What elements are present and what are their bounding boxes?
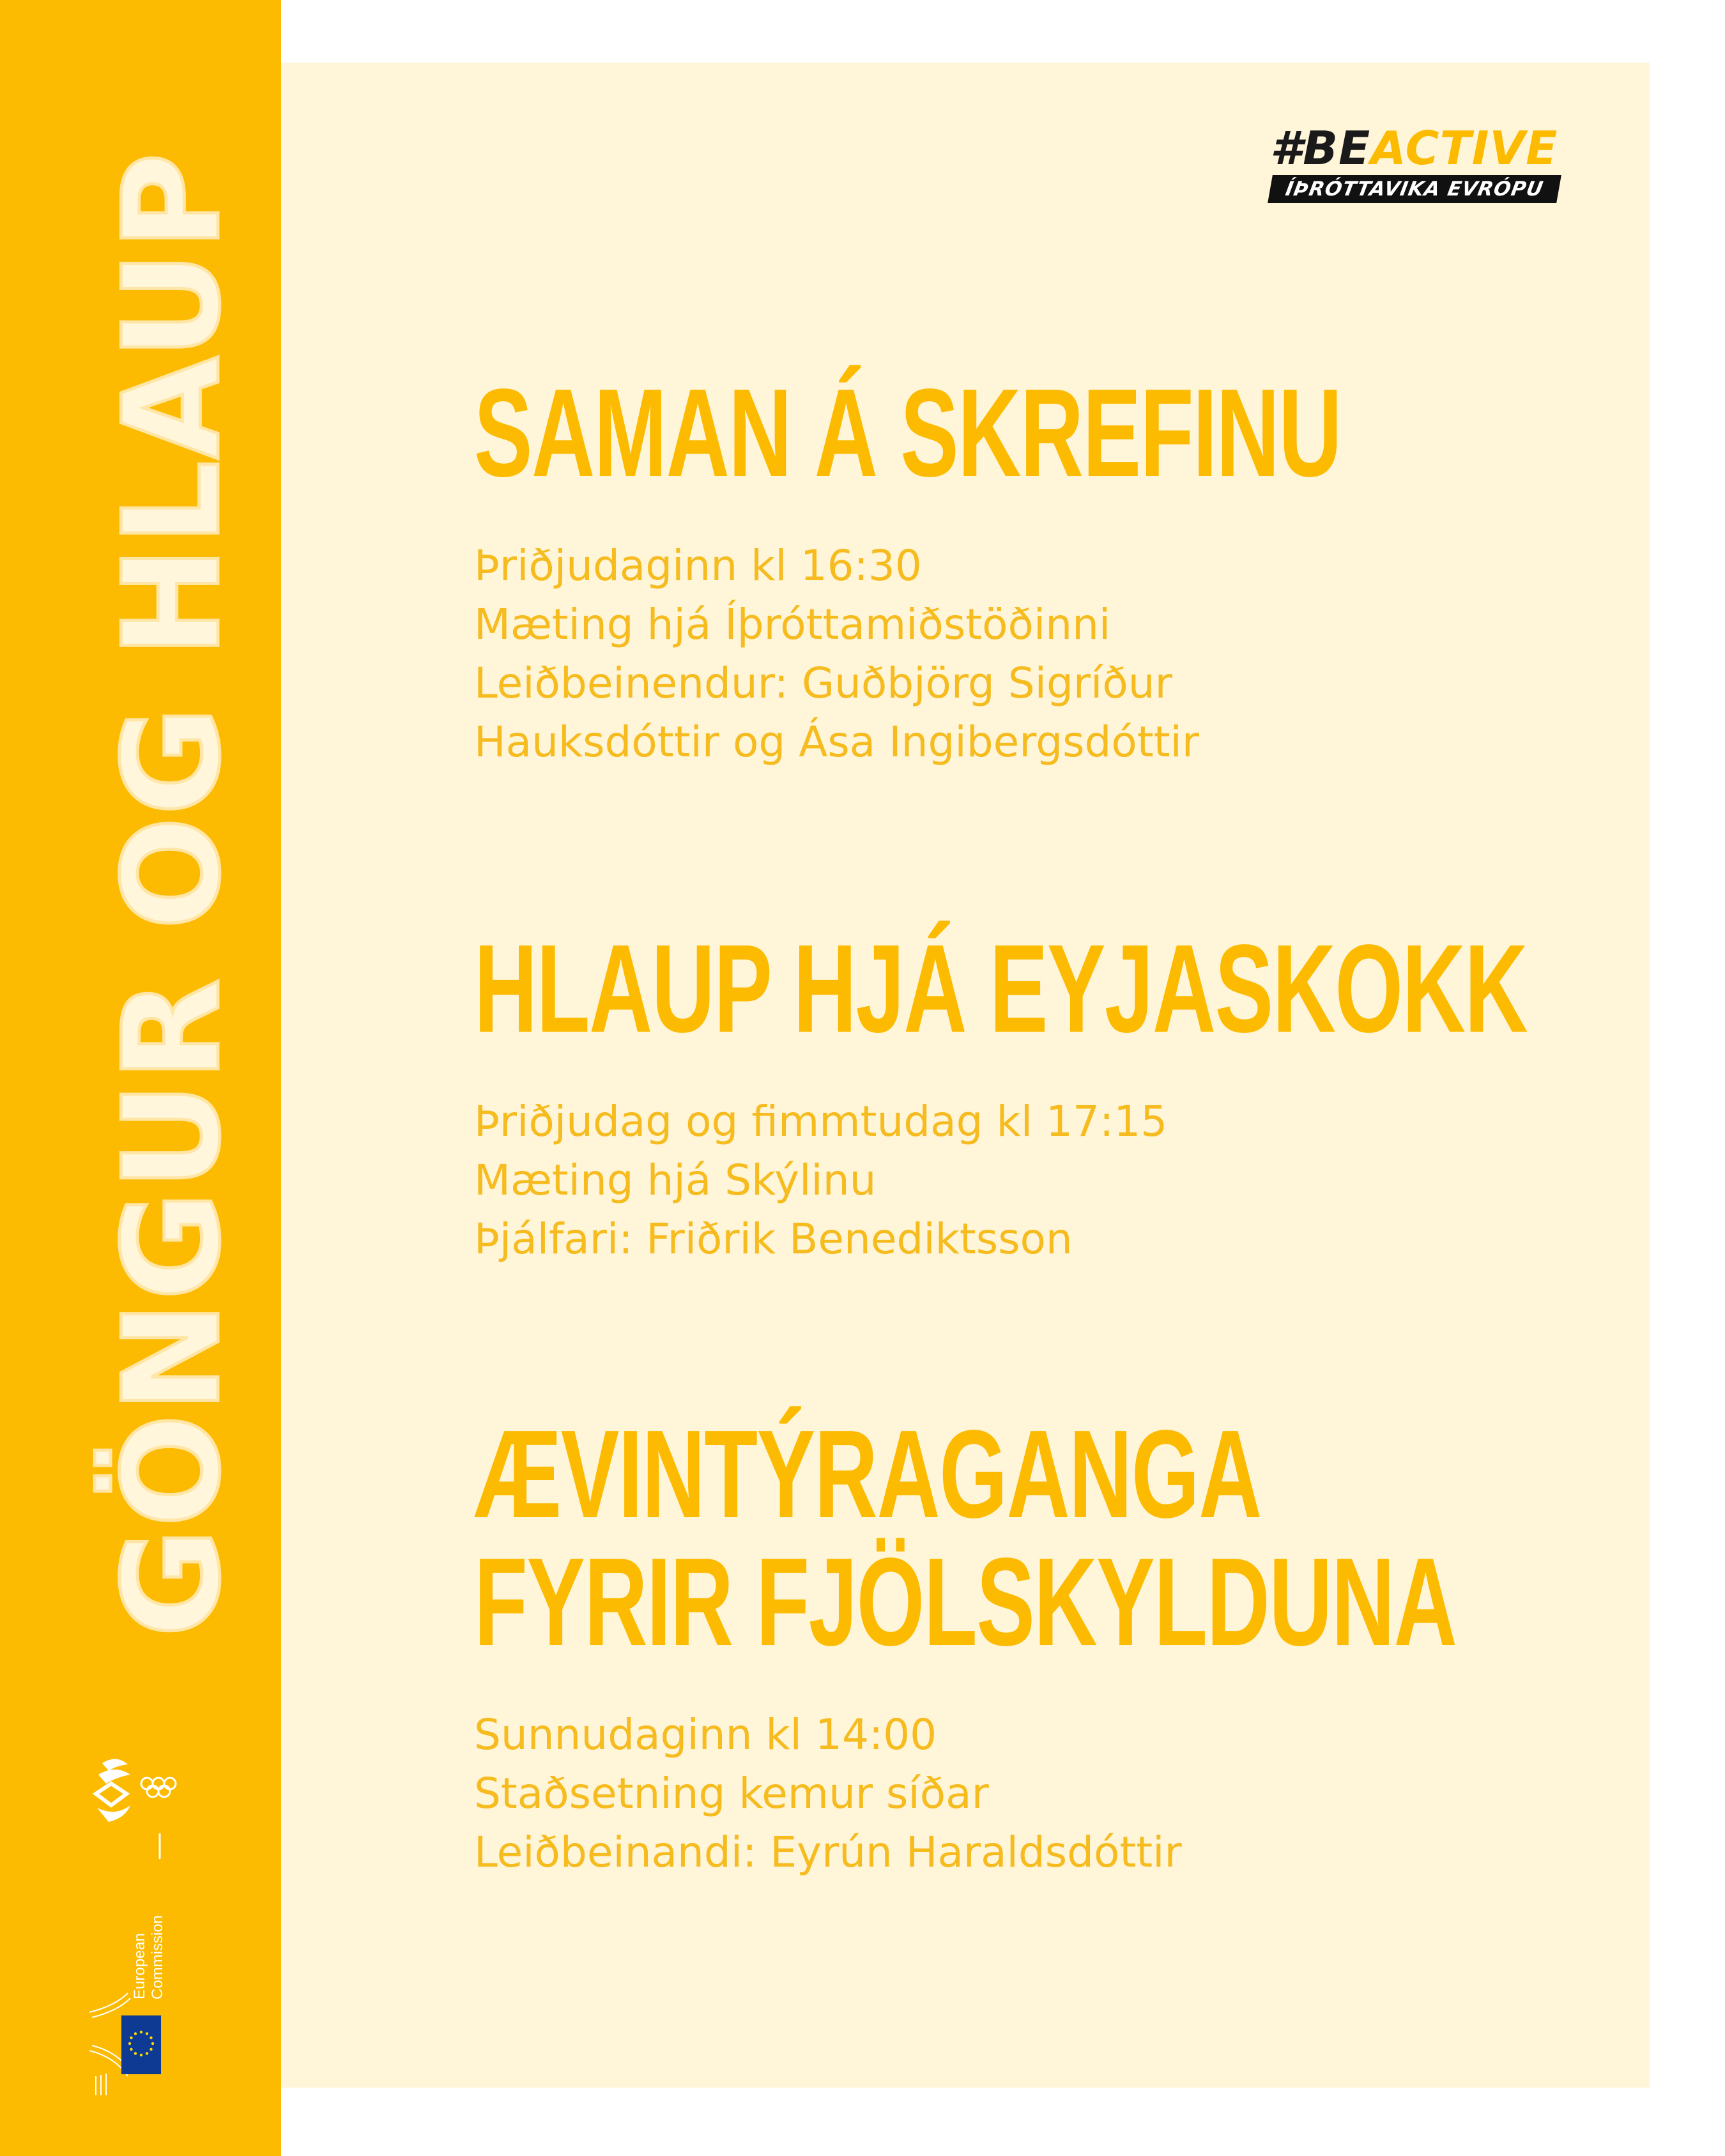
iceland-sports-logo-icon xyxy=(96,1759,130,1822)
event-location: Mæting hjá Skýlinu xyxy=(474,1156,877,1205)
event-time: Þriðjudag og fimmtudag kl 17:15 xyxy=(474,1097,1168,1146)
vertical-title: GÖNGUR OG HLAUP xyxy=(95,151,250,1638)
event-title-line2: FYRIR FJÖLSKYLDUNA xyxy=(474,1532,1457,1672)
beactive-subtitle xyxy=(1268,175,1561,203)
event-coach: Þjálfari: Friðrik Benediktsson xyxy=(474,1214,1073,1264)
hashtag-prefix: #BE xyxy=(1270,121,1371,175)
event-time: Þriðjudaginn kl 16:30 xyxy=(474,541,922,590)
sidebar xyxy=(0,0,281,2156)
event-aevintyraganga xyxy=(474,1404,1611,1882)
beactive-hashtag xyxy=(1270,121,1564,175)
event-leaders: Leiðbeinendur: Guðbjörg Sigríður xyxy=(474,659,1172,708)
content-panel xyxy=(281,63,1650,2088)
event-time: Sunnudaginn kl 14:00 xyxy=(474,1710,937,1759)
european-commission-logo-icon xyxy=(131,1915,166,1999)
event-location: Mæting hjá Íþróttamiðstöðinni xyxy=(474,600,1111,649)
sponsor-logos xyxy=(83,1744,211,2102)
olympic-rings-icon xyxy=(141,1778,176,1797)
event-saman-a-skrefinu xyxy=(474,363,1611,772)
event-hlaup-hja-eyjaskokk xyxy=(474,919,1611,1269)
event-title: HLAUP HJÁ EYJASKOKK xyxy=(474,919,1528,1059)
hashtag-highlight: ACTIVE xyxy=(1370,121,1558,175)
ec-label-line1: European xyxy=(131,1932,148,1999)
event-title-line1: ÆVINTÝRAGANGA xyxy=(474,1404,1261,1544)
event-location: Staðsetning kemur síðar xyxy=(474,1769,989,1818)
event-title: SAMAN Á SKREFINU xyxy=(474,363,1342,503)
ec-label-line2: Commission xyxy=(149,1915,166,1999)
event-leader: Leiðbeinandi: Eyrún Haraldsdóttir xyxy=(474,1828,1182,1877)
beactive-subtitle-text: ÍÞRÓTTAVIKA EVRÓPU xyxy=(1284,178,1545,201)
event-leaders-cont: Hauksdóttir og Ása Ingibergsdóttir xyxy=(474,717,1199,767)
beactive-badge xyxy=(1270,121,1564,224)
eu-flag-icon xyxy=(121,2015,161,2074)
